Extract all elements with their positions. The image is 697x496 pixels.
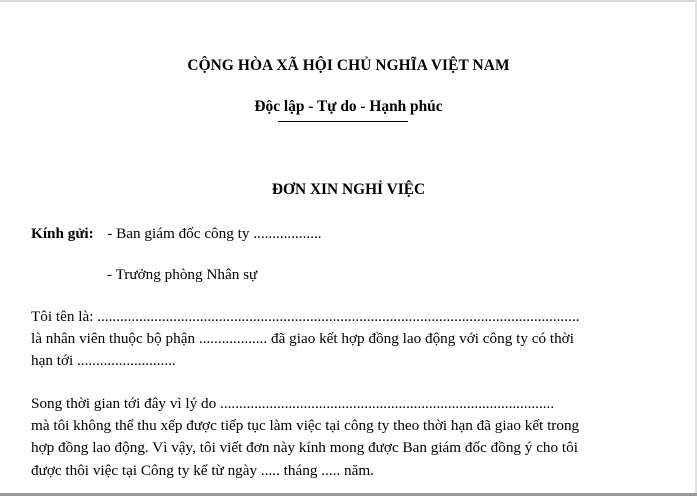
recipient-board: - Ban giám đốc công ty .................. bbox=[107, 225, 322, 242]
page-top-border bbox=[0, 0, 697, 2]
recipient-label: Kính gửi: bbox=[31, 225, 94, 242]
motto-underline bbox=[278, 121, 408, 122]
recipient-hr: - Trưởng phòng Nhân sự bbox=[107, 266, 258, 283]
para2-line1: Song thời gian tới đây vì lý do ........................................................................................ bbox=[31, 395, 555, 412]
motto-heading: Độc lập - Tự do - Hạnh phúc bbox=[254, 98, 443, 115]
document-title: ĐƠN XIN NGHỈ VIỆC bbox=[271, 181, 426, 198]
para1-line2: là nhân viên thuộc bộ phận .................. đã giao kết hợp đồng lao động với công ty có thời bbox=[31, 330, 574, 347]
para2-line4: được thôi việc tại Công ty kể từ ngày ..... tháng ..... năm. bbox=[31, 462, 374, 479]
para1-line1: Tôi tên là: ............................................................................................................................... bbox=[31, 308, 580, 325]
para2-line3: hợp đồng lao động. Vì vậy, tôi viết đơn này kính mong được Ban giám đốc đồng ý cho tôi bbox=[31, 439, 578, 456]
para2-line2: mà tôi không thể thu xếp được tiếp tục làm việc tại công ty theo thời hạn đã giao kết trong bbox=[31, 417, 580, 434]
para1-line3: hạn tới .......................... bbox=[31, 352, 176, 369]
nation-heading: CỘNG HÒA XÃ HỘI CHỦ NGHĨA VIỆT NAM bbox=[187, 57, 510, 74]
recipient-line-1 bbox=[31, 224, 322, 244]
